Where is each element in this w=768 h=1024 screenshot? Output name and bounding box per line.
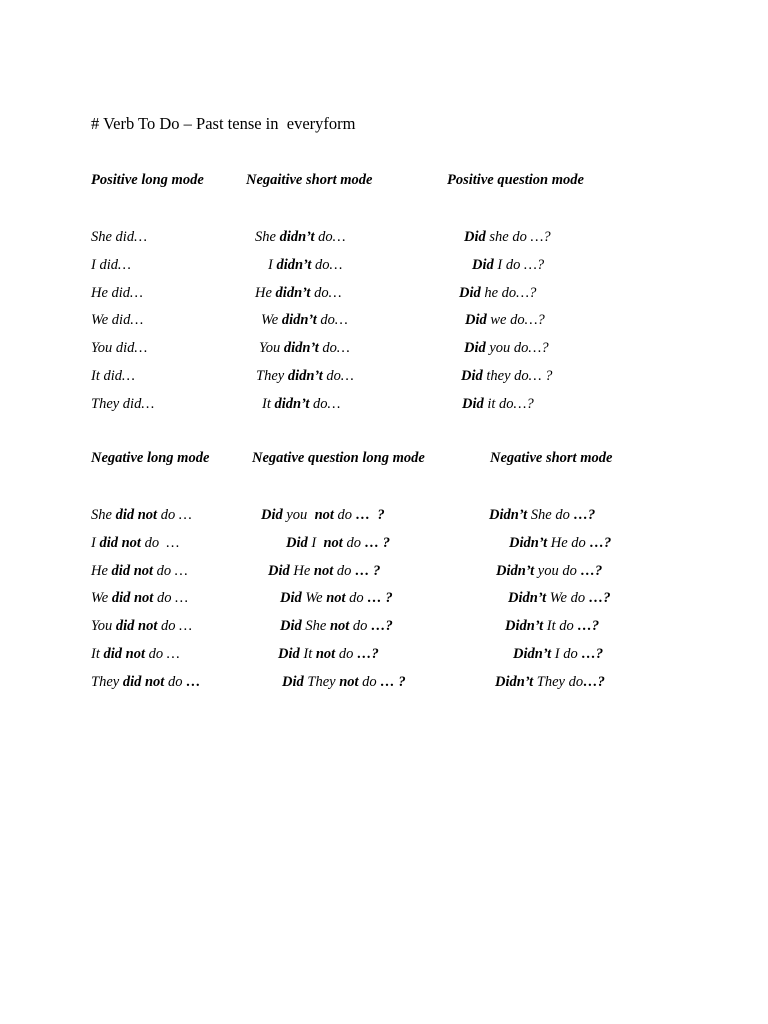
conjugation-cell	[496, 562, 602, 580]
italic-text: we do…?	[486, 312, 545, 329]
bold-text: …?	[588, 590, 611, 607]
bold-text: didn’t	[276, 256, 312, 273]
bold-text: Did	[464, 340, 486, 357]
italic-text: You	[259, 340, 284, 357]
italic-text: he do…?	[480, 284, 537, 301]
bold-text: didn’t	[281, 312, 317, 329]
conjugation-cell	[91, 506, 192, 524]
column-header: Positive long mode	[91, 172, 204, 188]
bold-text: didn’t	[275, 284, 311, 301]
italic-text: It	[262, 395, 275, 412]
conjugation-cell	[91, 367, 135, 385]
italic-text: do	[342, 534, 365, 551]
bold-text: Did	[278, 646, 300, 662]
italic-text: We	[261, 312, 282, 329]
conjugation-cell	[489, 506, 595, 524]
italic-text: It did…	[91, 368, 135, 384]
italic-text: They did…	[91, 395, 155, 412]
italic-text: do	[335, 646, 357, 662]
conjugation-cell	[91, 339, 147, 357]
conjugation-cell	[513, 645, 603, 663]
italic-text: do …	[153, 562, 188, 579]
italic-text: I	[268, 256, 277, 273]
italic-text: They	[256, 368, 288, 384]
italic-text: We	[301, 590, 327, 607]
italic-text: do…	[310, 284, 342, 301]
italic-text: I do	[551, 646, 582, 662]
conjugation-cell	[262, 395, 340, 413]
bold-text: Did	[472, 256, 494, 273]
conjugation-cell	[509, 534, 611, 552]
conjugation-cell	[261, 506, 385, 524]
bold-text: not	[329, 618, 350, 635]
italic-text: do…	[314, 229, 346, 245]
italic-text: She did…	[91, 229, 147, 245]
conjugation-cell	[472, 256, 544, 274]
column-header: Positive question mode	[447, 172, 584, 188]
conjugation-cell	[282, 673, 406, 691]
bold-text: …?	[356, 646, 379, 662]
conjugation-cell	[505, 617, 599, 635]
italic-text: He	[255, 284, 276, 301]
bold-text: not	[326, 590, 346, 607]
italic-text: It	[299, 646, 316, 662]
conjugation-cell	[91, 284, 143, 302]
bold-text: Did	[268, 562, 290, 579]
italic-text: He do	[547, 534, 590, 551]
bold-text: Didn’t	[508, 590, 547, 607]
conjugation-cell	[280, 589, 393, 607]
bold-text: Did	[280, 590, 302, 607]
bold-text: didn’t	[279, 229, 315, 245]
bold-text: …?	[577, 618, 600, 635]
italic-text: She	[301, 618, 330, 635]
bold-text: not	[313, 562, 334, 579]
bold-text: did not	[99, 534, 141, 551]
bold-text: not	[323, 534, 343, 551]
conjugation-cell	[259, 339, 350, 357]
bold-text: Did	[465, 312, 487, 329]
bold-text: Did	[461, 368, 483, 384]
bold-text: Didn’t	[495, 673, 534, 690]
bold-text: did not	[115, 618, 158, 635]
bold-text: didn’t	[274, 395, 310, 412]
bold-text: …?	[580, 562, 603, 579]
italic-text: It do	[543, 618, 578, 635]
italic-text: do…	[318, 340, 350, 357]
bold-text: …?	[583, 673, 605, 690]
italic-text: I do …?	[493, 256, 545, 273]
bold-text: Did	[464, 229, 486, 245]
bold-text: Didn’t	[509, 534, 548, 551]
conjugation-cell	[91, 589, 188, 607]
italic-text: she do …?	[485, 229, 551, 245]
italic-text: do …	[153, 590, 188, 607]
bold-text: Did	[459, 284, 481, 301]
italic-text: do …	[144, 646, 180, 662]
italic-text: do…	[322, 368, 354, 384]
page-title: # Verb To Do – Past tense in everyform	[91, 114, 356, 133]
conjugation-cell	[268, 256, 342, 274]
conjugation-cell	[91, 562, 188, 580]
conjugation-cell	[91, 311, 143, 329]
conjugation-cell	[91, 673, 201, 691]
bold-text: … ?	[355, 507, 385, 523]
italic-text: I did…	[91, 256, 131, 273]
italic-text: We do	[546, 590, 589, 607]
bold-text: … ?	[355, 562, 381, 579]
conjugation-cell	[461, 367, 552, 385]
italic-text: You	[91, 618, 116, 635]
italic-text: He	[289, 562, 314, 579]
italic-text: do	[333, 562, 356, 579]
bold-text: Didn’t	[496, 562, 535, 579]
bold-text: Didn’t	[489, 507, 528, 523]
bold-text: Did	[282, 673, 304, 690]
bold-text: Didn’t	[513, 646, 552, 662]
italic-text: do	[358, 673, 381, 690]
bold-text: … ?	[367, 590, 393, 607]
italic-text: He did…	[91, 284, 143, 301]
italic-text: do	[349, 618, 372, 635]
italic-text: She	[255, 229, 280, 245]
bold-text: did not	[115, 507, 158, 523]
italic-text: do…	[311, 256, 343, 273]
conjugation-cell	[465, 311, 545, 329]
italic-text: you	[282, 507, 315, 523]
column-header: Negative question long mode	[252, 450, 425, 466]
bold-text: did not	[122, 673, 165, 690]
italic-text: do…	[316, 312, 348, 329]
italic-text: She	[91, 507, 116, 523]
conjugation-cell	[280, 617, 393, 635]
bold-text: …?	[589, 534, 612, 551]
conjugation-cell	[91, 256, 131, 274]
bold-text: … ?	[364, 534, 390, 551]
bold-text: …?	[371, 618, 393, 635]
italic-text: do …	[157, 507, 192, 523]
italic-text: I	[307, 534, 324, 551]
conjugation-cell	[256, 367, 354, 385]
bold-text: …	[186, 673, 201, 690]
italic-text: it do…?	[483, 395, 534, 412]
conjugation-cell	[462, 395, 534, 413]
conjugation-cell	[91, 228, 147, 246]
bold-text: not	[314, 507, 334, 523]
bold-text: did not	[111, 562, 154, 579]
italic-text: do	[345, 590, 368, 607]
italic-text: They	[303, 673, 340, 690]
italic-text: He	[91, 562, 112, 579]
conjugation-cell	[255, 284, 342, 302]
conjugation-cell	[286, 534, 390, 552]
conjugation-cell	[268, 562, 380, 580]
italic-text: do	[164, 673, 187, 690]
bold-text: Did	[462, 395, 484, 412]
bold-text: … ?	[380, 673, 406, 690]
italic-text: It	[91, 646, 104, 662]
italic-text: do	[333, 507, 356, 523]
conjugation-cell	[91, 395, 154, 413]
column-header: Negative short mode	[490, 450, 613, 466]
italic-text: do …	[157, 618, 193, 635]
conjugation-cell	[495, 673, 605, 691]
conjugation-cell	[459, 284, 536, 302]
conjugation-cell	[255, 228, 346, 246]
conjugation-cell	[464, 339, 549, 357]
italic-text: I	[91, 534, 100, 551]
bold-text: …?	[573, 507, 596, 523]
bold-text: did not	[111, 590, 154, 607]
bold-text: did not	[103, 646, 145, 662]
bold-text: Did	[261, 507, 283, 523]
conjugation-cell	[91, 534, 179, 552]
conjugation-cell	[261, 311, 348, 329]
conjugation-cell	[508, 589, 610, 607]
column-header: Negaitive short mode	[246, 172, 373, 188]
italic-text: they do… ?	[482, 368, 553, 384]
bold-text: Did	[280, 618, 302, 635]
italic-text: She do	[527, 507, 574, 523]
bold-text: not	[315, 646, 336, 662]
italic-text: They	[91, 673, 123, 690]
italic-text: you do	[534, 562, 581, 579]
conjugation-cell	[91, 645, 180, 663]
conjugation-cell	[278, 645, 379, 663]
italic-text: We	[91, 590, 112, 607]
conjugation-cell	[464, 228, 551, 246]
bold-text: not	[339, 673, 359, 690]
bold-text: Didn’t	[505, 618, 544, 635]
bold-text: didn’t	[283, 340, 319, 357]
italic-text: They do	[533, 673, 584, 690]
italic-text: you do…?	[485, 340, 549, 357]
bold-text: …?	[581, 646, 604, 662]
column-header: Negative long mode	[91, 450, 210, 466]
bold-text: didn’t	[287, 368, 323, 384]
italic-text: We did…	[91, 312, 144, 329]
italic-text: do…	[309, 395, 341, 412]
conjugation-cell	[91, 617, 192, 635]
bold-text: Did	[286, 534, 308, 551]
italic-text: You did…	[91, 340, 148, 357]
italic-text: do …	[140, 534, 180, 551]
